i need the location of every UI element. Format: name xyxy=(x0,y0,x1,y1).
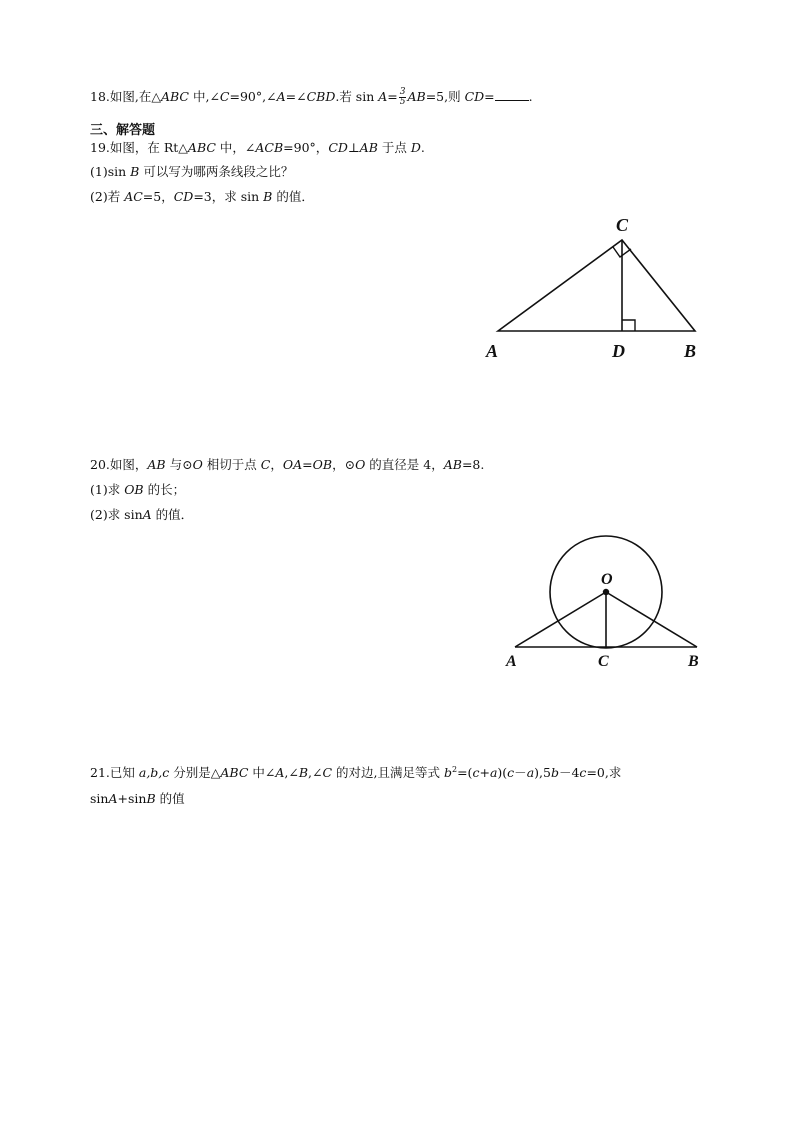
text: 的对边,且满足等式 xyxy=(332,765,444,781)
answer-blank[interactable] xyxy=(495,88,529,101)
math-var: c xyxy=(472,765,480,781)
question-number: 19. xyxy=(90,140,110,155)
text: 的长； xyxy=(143,482,186,497)
question-21-line-1 xyxy=(90,761,621,782)
text: =( xyxy=(457,765,473,781)
fraction-numerator: 3 xyxy=(399,87,406,97)
text: =90°,∠ xyxy=(229,89,277,104)
math-var: ACB xyxy=(255,140,284,155)
label-b: B xyxy=(684,341,697,361)
text: = xyxy=(387,89,398,104)
text: ， xyxy=(270,457,283,472)
question-20-part-2 xyxy=(90,506,193,524)
math-var: A xyxy=(142,507,152,522)
label-a: A xyxy=(486,341,499,361)
text: 相切于点 xyxy=(202,457,261,472)
triangle-abc xyxy=(498,240,695,331)
label-a: A xyxy=(506,653,517,670)
label-c: C xyxy=(616,215,629,235)
math-var: C xyxy=(322,765,333,781)
text: =5， xyxy=(142,189,174,204)
text: 于点 xyxy=(377,140,411,155)
text: 如图，在 Rt△ xyxy=(109,140,188,155)
math-var: A xyxy=(275,765,285,781)
text: =∠ xyxy=(285,89,307,104)
math-var: OA xyxy=(282,457,303,472)
label-b: B xyxy=(688,653,699,670)
text: . xyxy=(528,89,533,104)
text: +sin xyxy=(117,791,147,806)
text: 的值． xyxy=(151,507,194,522)
math-var: C xyxy=(260,457,271,472)
text: =8. xyxy=(461,457,485,472)
text: = xyxy=(484,89,495,104)
text: (1)求 xyxy=(90,482,125,497)
text: －4 xyxy=(558,765,580,781)
math-var: OB xyxy=(312,457,333,472)
text: ),5 xyxy=(534,765,551,781)
right-angle-mark-d xyxy=(622,320,635,331)
center-point-o xyxy=(603,589,609,595)
text: )( xyxy=(497,765,508,781)
math-var: a xyxy=(489,765,498,781)
text: =3，求 sin xyxy=(193,189,264,204)
text: (1)sin xyxy=(90,164,131,179)
question-20-part-1 xyxy=(90,481,185,499)
math-var: b xyxy=(550,765,559,781)
math-var: O xyxy=(192,457,203,472)
text: 中∠ xyxy=(248,765,276,781)
text: =0,求 xyxy=(586,765,622,781)
question-21-line-2 xyxy=(90,790,185,808)
label-o: O xyxy=(601,571,613,588)
question-19-part-1 xyxy=(90,163,293,181)
fraction xyxy=(399,88,407,107)
math-var: AC xyxy=(124,189,143,204)
text: 中,∠ xyxy=(189,89,220,104)
math-var: B xyxy=(298,765,309,781)
math-var: B xyxy=(263,189,273,204)
math-var: B xyxy=(146,791,156,806)
exponent: 2 xyxy=(451,765,458,774)
math-var: C xyxy=(219,89,230,104)
text: (2)若 xyxy=(90,189,125,204)
text: . xyxy=(420,140,425,155)
math-var: A xyxy=(378,89,388,104)
math-var: a xyxy=(526,765,535,781)
text: 的值． xyxy=(272,189,314,204)
math-var: b xyxy=(443,765,452,781)
math-var: OB xyxy=(124,482,144,497)
fraction-denominator: 5 xyxy=(399,97,406,107)
text: (2)求 sin xyxy=(90,507,143,522)
text: =90°， xyxy=(283,140,329,155)
text: － xyxy=(514,765,527,781)
math-var: AB xyxy=(359,140,378,155)
math-var: CD xyxy=(464,89,485,104)
text: 分别是△ xyxy=(169,765,221,781)
text: 与⊙ xyxy=(165,457,193,472)
label-d: D xyxy=(612,341,625,361)
question-19-part-2 xyxy=(90,188,314,206)
text: 可以写为哪两条线段之比？ xyxy=(139,164,294,179)
math-var: CD xyxy=(173,189,194,204)
text: ⊥ xyxy=(347,140,360,155)
text: .若 sin xyxy=(335,89,379,104)
section-title: 三、解答题 xyxy=(90,123,156,138)
text: 的值 xyxy=(155,791,185,806)
text: ，⊙ xyxy=(332,457,356,472)
math-var: ABC xyxy=(160,89,189,104)
text: 中，∠ xyxy=(215,140,256,155)
question-19-line-1 xyxy=(90,139,425,157)
math-var: CD xyxy=(328,140,348,155)
text: ,∠ xyxy=(308,765,323,781)
text: ,∠ xyxy=(284,765,299,781)
math-var: A xyxy=(276,89,286,104)
math-var: AB xyxy=(147,457,166,472)
segment-oa xyxy=(515,592,606,647)
math-var: c xyxy=(507,765,515,781)
math-var: CBD xyxy=(306,89,336,104)
text: =5,则 xyxy=(425,89,465,104)
segment-ob xyxy=(606,592,697,647)
math-var: AB xyxy=(407,89,426,104)
text: + xyxy=(479,765,490,781)
question-20-line-1 xyxy=(90,456,484,474)
math-var: B xyxy=(130,164,140,179)
math-var: D xyxy=(410,140,421,155)
math-var: ABC xyxy=(187,140,216,155)
label-c: C xyxy=(598,653,609,670)
math-var: ABC xyxy=(220,765,249,781)
question-number: 18. xyxy=(90,89,110,104)
math-var: c xyxy=(579,765,587,781)
text: 已知 xyxy=(109,765,139,781)
triangle-figure-19 xyxy=(470,205,730,370)
text: 的直径是 4， xyxy=(365,457,444,472)
math-var: A xyxy=(108,791,118,806)
question-number: 21. xyxy=(90,765,110,781)
circle-figure-20 xyxy=(495,535,715,675)
text: sin xyxy=(90,791,109,806)
math-var: a,b,c xyxy=(138,765,170,781)
text: 如图,在△ xyxy=(109,89,161,104)
question-18 xyxy=(90,88,533,107)
text: = xyxy=(302,457,313,472)
math-var: AB xyxy=(443,457,462,472)
question-number: 20. xyxy=(90,457,110,472)
math-var: O xyxy=(355,457,366,472)
text: 如图， xyxy=(109,457,148,472)
